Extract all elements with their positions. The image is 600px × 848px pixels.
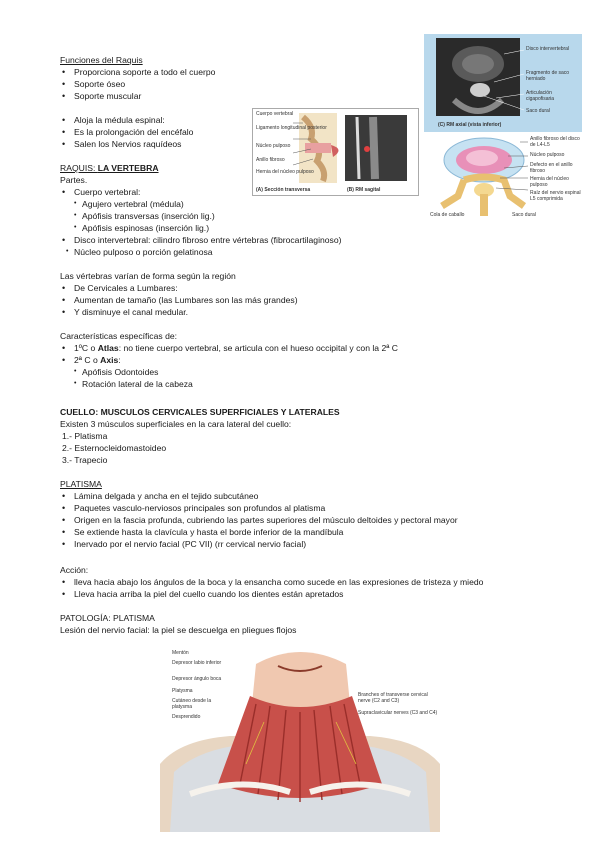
fig1-label: Cuerpo vertebral [256, 111, 294, 117]
accion-list [60, 576, 483, 600]
caracteristicas-list [60, 342, 398, 366]
list-item: • Disco intervertebral: cilindro fibroso entre vértebras (fibrocartilaginoso) [60, 234, 341, 246]
disco-sublist [52, 246, 213, 258]
fig2-label: Hernia del núcleo pulposo [530, 176, 569, 188]
list-item: • 2ª C o Axis: [60, 354, 398, 366]
fig3-label: Desprendido [172, 714, 201, 720]
fig2-label: Saco dural [526, 108, 550, 114]
list-item: • Es la prolongación del encéfalo [60, 126, 193, 138]
variacion-intro: Las vértebras varían de forma según la región [60, 271, 236, 281]
cuello-item-3: 3.- Trapecio [62, 455, 108, 465]
fig1-label: Anillo fibroso [256, 157, 285, 163]
fig2-label: Disco intervertebral [526, 46, 570, 52]
platysma-illustration [160, 644, 440, 832]
fig1-caption-a: (A) Sección transversa [256, 187, 311, 193]
partes-label: Partes. [60, 175, 88, 185]
fig1-label: Hernia del núcleo pulposo [256, 169, 314, 175]
axis-sublist [60, 366, 193, 390]
cuerpo-item [60, 186, 140, 198]
cuello-item-1: 1.- Platisma [62, 431, 108, 441]
list-item: • Se extiende hasta la clavícula y hasta el borde inferior de la mandíbula [60, 526, 458, 538]
fig1-label: Núcleo pulposo [256, 143, 291, 149]
fig2-caption-c: (C) RM axial (vista inferior) [438, 122, 502, 128]
figure-platysma [160, 644, 440, 832]
list-item: • Salen los Nervios raquídeos [60, 138, 193, 150]
caracteristicas-intro: Características específicas de: [60, 331, 178, 341]
list-item: • Lámina delgada y ancha en el tejido subcutáneo [60, 490, 458, 502]
figure-mri-axial [424, 34, 582, 132]
cuello-title: CUELLO: MUSCULOS CERVICALES SUPERFICIALES Y LATERALES [60, 407, 340, 417]
fig2-label: Articulación cigapofisaria [526, 90, 555, 102]
fig3-label: Depresor labio inferior [172, 660, 222, 666]
fig3-label: Platysma [172, 688, 193, 694]
fig2-label: Núcleo pulposo [530, 152, 565, 158]
list-item: • Origen en la fascia profunda, cubriendo las partes superiores del músculo deltoides y pectoral mayor [60, 514, 458, 526]
list-item: • Aumentan de tamaño (las Lumbares son las más grandes) [60, 294, 298, 306]
fig2-saco-label: Saco dural [512, 212, 536, 218]
fig3-label: Depresor ángulo boca [172, 676, 222, 682]
patologia-title: PATOLOGÍA: PLATISMA [60, 613, 155, 623]
list-item: • Apófisis transversas (inserción lig.) [60, 210, 215, 222]
cuerpo-sublist [60, 198, 215, 234]
list-item: • Soporte muscular [60, 90, 215, 102]
fig2-label: Raíz del nervio espinal L5 comprimida [530, 190, 581, 202]
fig3-label: Mentón [172, 650, 189, 656]
variacion-list [60, 282, 298, 318]
cuello-item-2: 2.- Esternocleidomastoideo [62, 443, 167, 453]
list-item: • Apófisis Odontoides [60, 366, 193, 378]
fig1-caption-b: (B) RM sagital [347, 187, 381, 193]
list-item: • Cuerpo vertebral: [60, 186, 140, 198]
disc-sagittal-illustration [253, 109, 418, 195]
fig2-label: Anillo fibroso del disco de L4-L5 [530, 136, 580, 148]
list-item: • Rotación lateral de la cabeza [60, 378, 193, 390]
fig2-label: Fragmento de saco herniado [526, 70, 570, 82]
platisma-title: PLATISMA [60, 479, 102, 489]
list-item: • De Cervicales a Lumbares: [60, 282, 298, 294]
figure-disc-sagittal [252, 108, 419, 196]
disco-item [60, 234, 341, 246]
fig2-label: Defecto en el anillo fibroso [530, 162, 573, 174]
list-item: • 1ºC o Atlas: no tiene cuerpo vertebral, se articula con el hueso occipital y con la 2ª C [60, 342, 398, 354]
list-item: • lleva hacia abajo los ángulos de la boca y la ensancha como sucede en las expresiones de tristeza y miedo [60, 576, 483, 588]
list-item: • Aloja la médula espinal: [60, 114, 193, 126]
fig3-label: Cutáneo desde la platysma [172, 698, 212, 710]
list-item: • Inervado por el nervio facial (PC VII) (rr cervical nervio facial) [60, 538, 458, 550]
list-item: • Lleva hacia arriba la piel del cuello cuando los dientes están apretados [60, 588, 483, 600]
funciones-list-2 [60, 114, 193, 150]
accion-title: Acción: [60, 565, 89, 575]
funciones-list [60, 66, 215, 102]
patologia-text: Lesión del nervio facial: la piel se descuelga en pliegues flojos [60, 625, 297, 635]
list-item: • Y disminuye el canal medular. [60, 306, 298, 318]
list-item: • Agujero vertebral (médula) [60, 198, 215, 210]
list-item: • Proporciona soporte a todo el cuerpo [60, 66, 215, 78]
list-item: • Núcleo pulposo o porción gelatinosa [52, 246, 213, 258]
raquis-title: RAQUIS: LA VERTEBRA [60, 163, 159, 173]
list-item: • Soporte óseo [60, 78, 215, 90]
fig3-label: Branches of transverse cervical nerve (C2 and C3) [358, 692, 428, 704]
fig1-label: Ligamento longitudinal posterior [256, 125, 327, 131]
fig2-cola-label: Cola de caballo [430, 212, 465, 218]
fig3-label: Supraclavicular nerves (C3 and C4) [358, 710, 438, 716]
platisma-list [60, 490, 458, 550]
list-item: • Paquetes vasculo-nerviosos principales son profundos al platisma [60, 502, 458, 514]
funciones-title: Funciones del Raquis [60, 55, 143, 65]
figure-vertebra-illustration [424, 134, 582, 220]
list-item: • Apófisis espinosas (inserción lig.) [60, 222, 215, 234]
cuello-intro: Existen 3 músculos superficiales en la cara lateral del cuello: [60, 419, 292, 429]
